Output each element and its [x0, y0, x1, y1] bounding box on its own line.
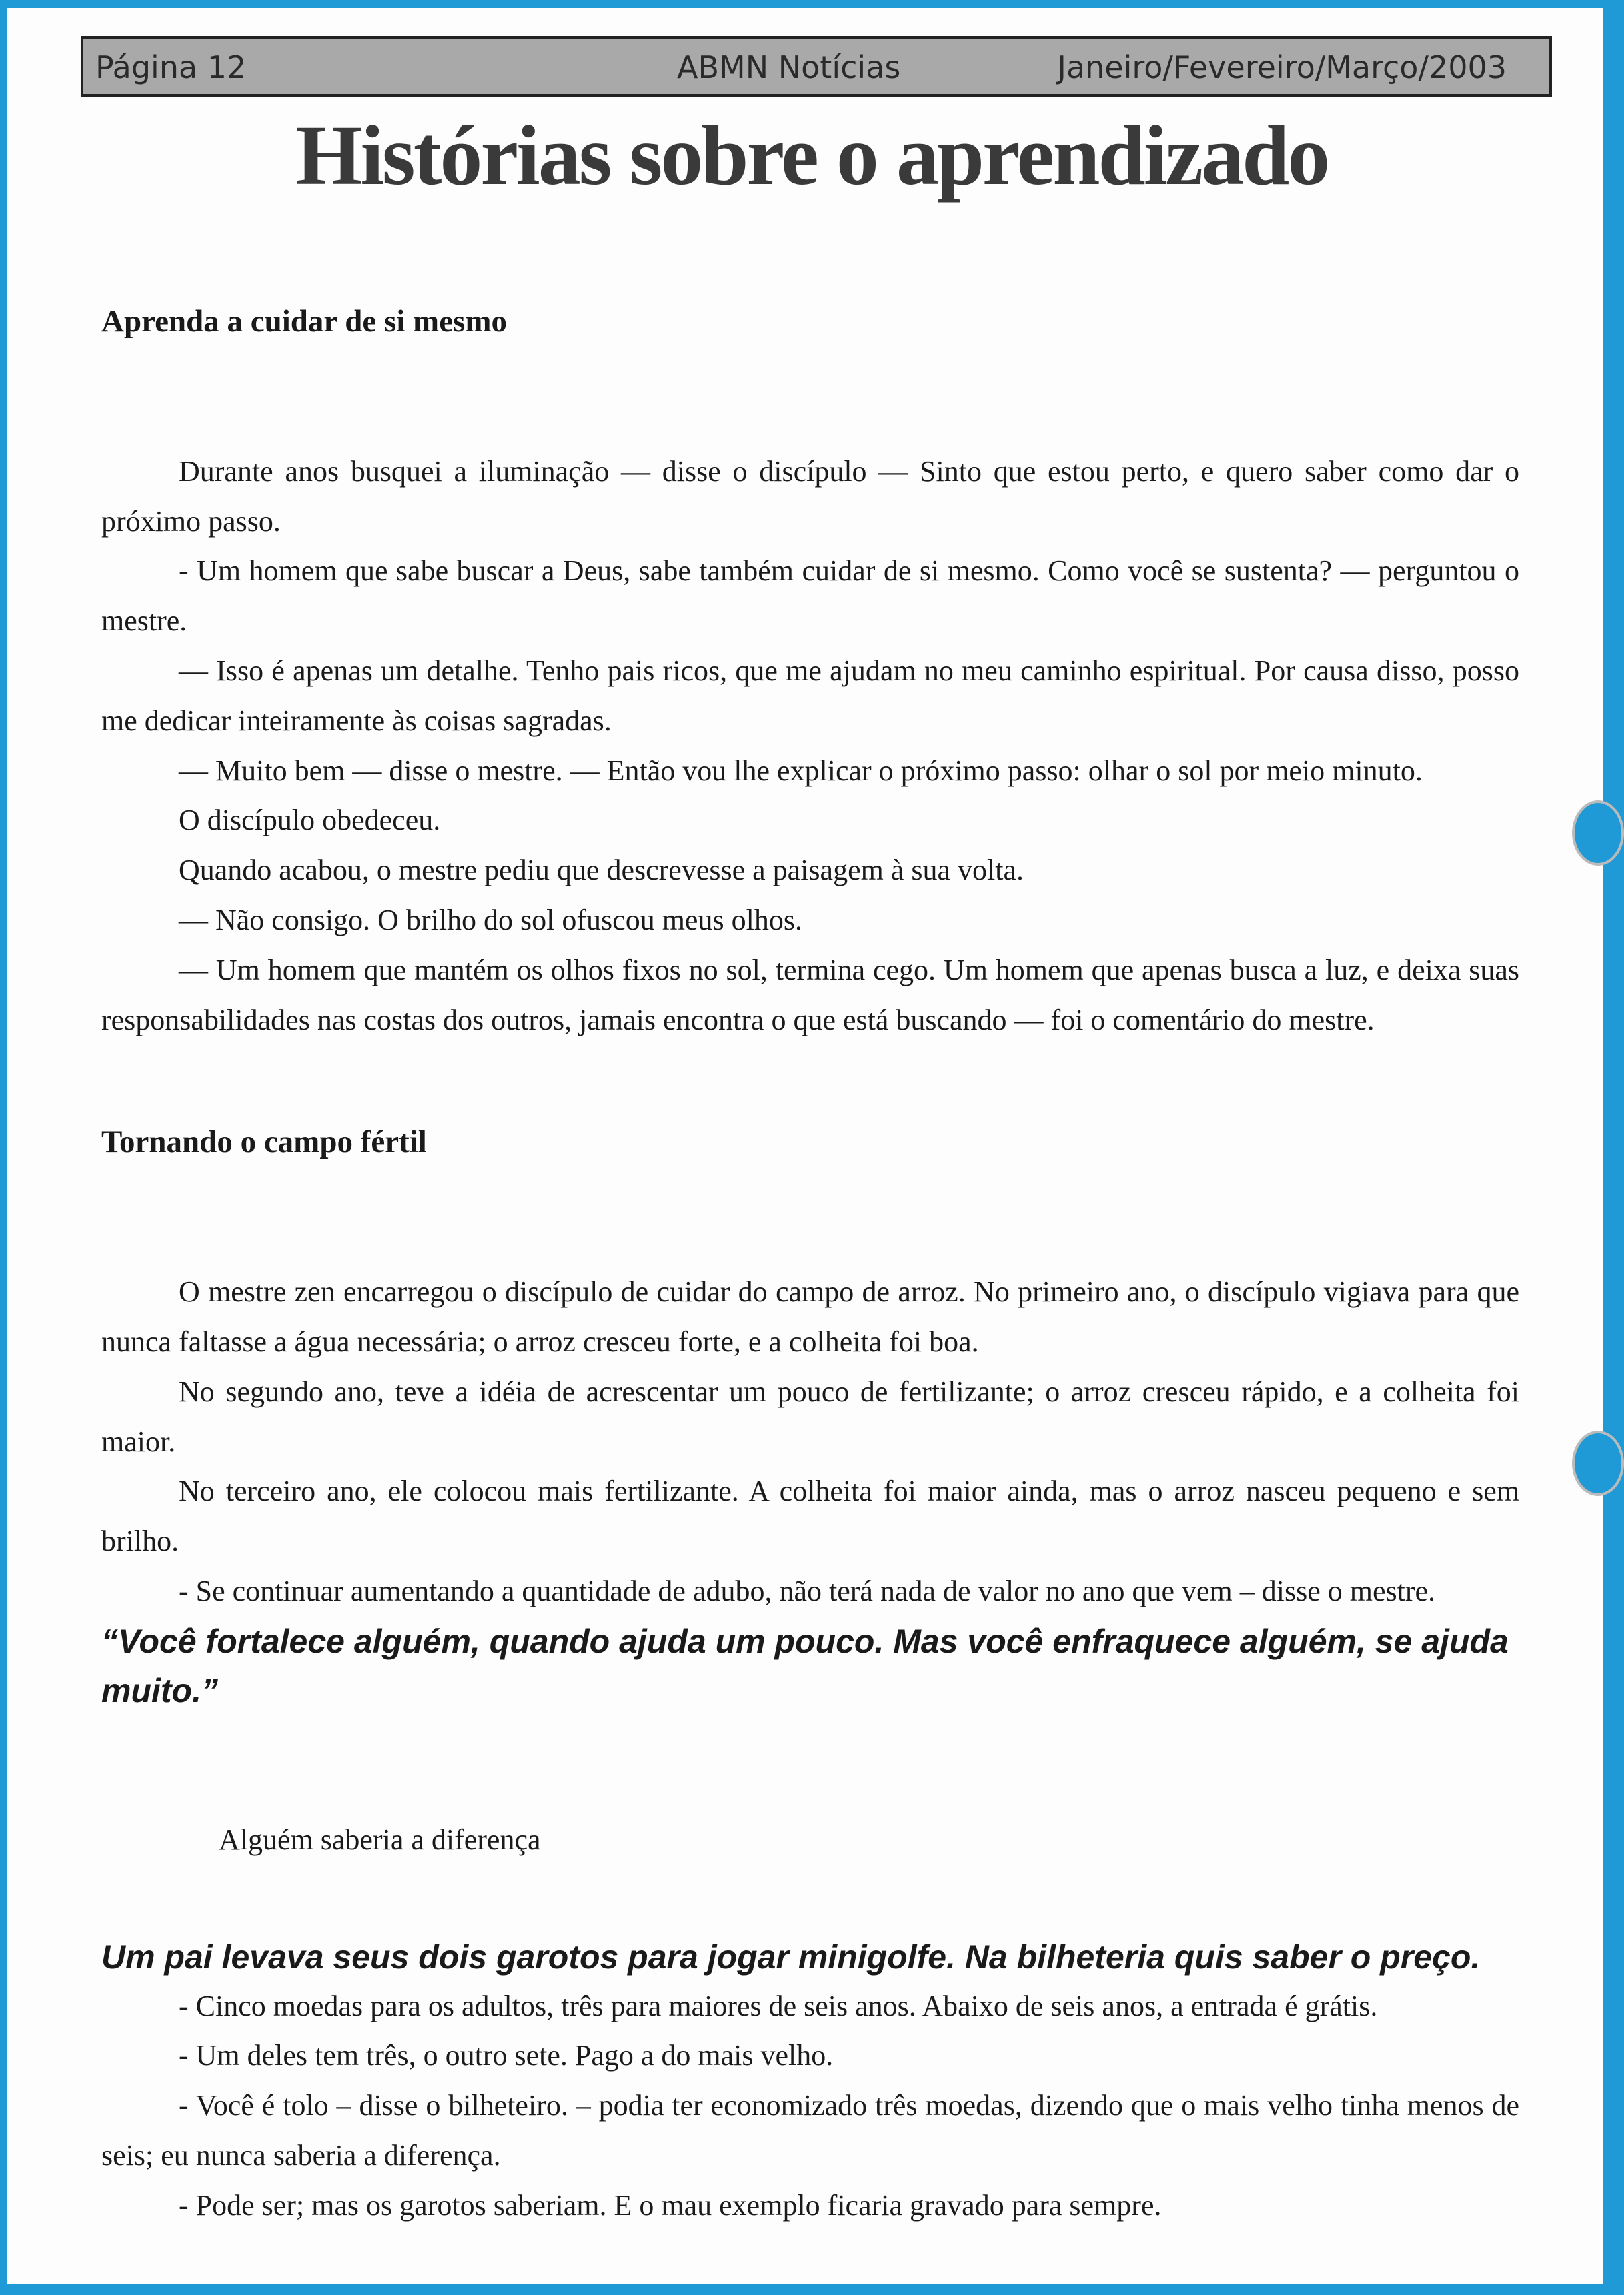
story-paragraph: - Se continuar aumentando a quantidade de adubo, não terá nada de valor no ano que vem – disse o mestre.: [179, 1574, 1436, 1607]
story-paragraph: — Muito bem — disse o mestre. — Então vou lhe explicar o próximo passo: olhar o sol por meio minuto.: [179, 754, 1423, 787]
story-paragraph: - Pode ser; mas os garotos saberiam. E o mau exemplo ficaria gravado para sempre.: [179, 2188, 1162, 2222]
story-paragraph: No terceiro ano, ele colocou mais fertilizante. A colheita foi maior ainda, mas o arroz nasceu pequeno e sem brilho.: [101, 1475, 1519, 1558]
story-paragraph: — Um homem que mantém os olhos fixos no sol, termina cego. Um homem que apenas busca a luz, e deixa suas responsabilidades nas costas dos outros, jamais encontra o que está buscando — foi o comentário do mestre.: [101, 953, 1519, 1036]
story-paragraph: O mestre zen encarregou o discípulo de cuidar do campo de arroz. No primeiro ano, o discípulo vigiava para que nunca faltasse a água necessária; o arroz cresceu forte, e a colheita foi boa.: [101, 1275, 1519, 1358]
story-paragraph: No segundo ano, teve a idéia de acrescentar um pouco de fertilizante; o arroz cresceu rápido, e a colheita foi maior.: [101, 1375, 1519, 1458]
story-paragraph: — Isso é apenas um detalhe. Tenho pais ricos, que me ajudam no meu caminho espiritual. Por causa disso, posso me dedicar inteiramente às coisas sagradas.: [101, 654, 1519, 737]
story-paragraph: - Um homem que sabe buscar a Deus, sabe também cuidar de si mesmo. Como você se sustenta? — perguntou o mestre.: [101, 554, 1519, 638]
article-title: Histórias sobre o aprendizado: [295, 108, 1329, 203]
story-heading: Alguém saberia a diferença: [219, 1823, 541, 1856]
punch-hole: [1572, 800, 1624, 866]
publication-name: ABMN Notícias: [677, 49, 901, 85]
story-paragraph: - Cinco moedas para os adultos, três para maiores de seis anos. Abaixo de seis anos, a entrada é grátis.: [179, 1989, 1378, 2022]
story-paragraph: O discípulo obedeceu.: [179, 804, 441, 837]
page-header: [81, 36, 1552, 97]
story-paragraph: Quando acabou, o mestre pediu que descrevesse a paisagem à sua volta.: [179, 854, 1024, 887]
story-quote: “Você fortalece alguém, quando ajuda um pouco. Mas você enfraquece alguém, se ajuda muito.”: [101, 1622, 1509, 1709]
issue-date: Janeiro/Fevereiro/Março/2003: [1057, 49, 1507, 85]
page-number: Página 12: [95, 49, 247, 85]
story-intro: Um pai levava seus dois garotos para jogar minigolfe. Na bilheteria quis saber o preço.: [101, 1938, 1481, 1976]
article-body: [101, 297, 1519, 2231]
story-heading: Tornando o campo fértil: [101, 1124, 427, 1160]
story-heading: Aprenda a cuidar de si mesmo: [101, 304, 507, 339]
punch-hole: [1572, 1431, 1624, 1496]
story-paragraph: - Um deles tem três, o outro sete. Pago a do mais velho.: [179, 2039, 834, 2072]
story-paragraph: Durante anos busquei a iluminação — disse o discípulo — Sinto que estou perto, e quero saber como dar o próximo passo.: [101, 454, 1519, 538]
story-paragraph: - Você é tolo – disse o bilheteiro. – podia ter economizado três moedas, dizendo que o mais velho tinha menos de seis; eu nunca saberia a diferença.: [101, 2089, 1519, 2172]
story-paragraph: — Não consigo. O brilho do sol ofuscou meus olhos.: [179, 903, 802, 936]
